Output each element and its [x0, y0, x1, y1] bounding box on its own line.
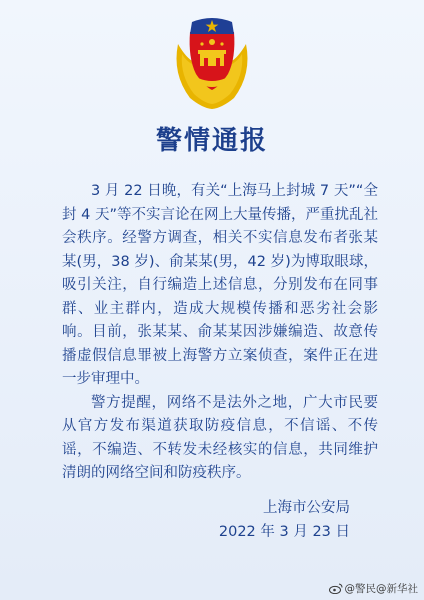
issue-date: 2022 年 3 月 23 日	[218, 524, 350, 540]
notice-body	[62, 180, 378, 486]
watermark-text: @警民@新华社	[344, 583, 418, 595]
paragraph-2: 警方提醒，网络不是法外之地，广大市民要从官方发布渠道获取防疫信息，不信谣、不传谣，不编造、不转发未经核实的信息，共同维护清朗的网络空间和防疫秩序。	[62, 394, 378, 481]
issuer-name: 上海市公安局	[263, 500, 350, 516]
weibo-icon	[329, 583, 343, 594]
signature-block	[0, 496, 350, 544]
paragraph-1: 3 月 22 日晚，有关“上海马上封城 7 天”“全封 4 天”等不实言论在网上大量传播，严重扰乱社会秩序。经警方调查，相关不实信息发布者张某某(男，38 岁)、俞某某(男，42 岁)为博取眼球，吸引关注，自行编造上述信息，分别发布在同事群、业主群内，造成大规模传播和恶劣社会影响。目前，张某某、俞某某因涉嫌编造、故意传播虚假信息罪被上海警方立案侦查，案件正在进一步审理中。	[62, 183, 378, 387]
watermark	[329, 581, 419, 596]
page-title: 警情通报	[155, 126, 268, 156]
police-emblem-icon	[168, 14, 256, 110]
